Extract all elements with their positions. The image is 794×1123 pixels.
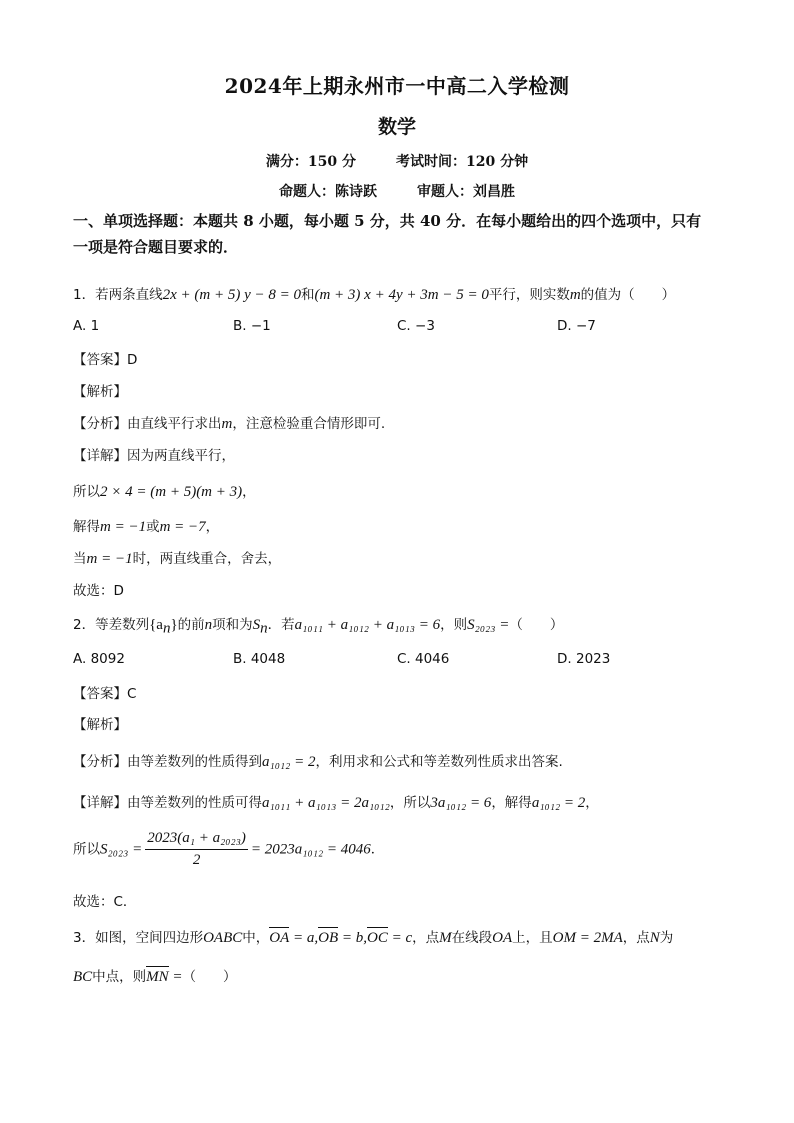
question-2-stem: 2．等差数列$\{a_n\}$的前n项和为$S_n$．若a₁₀₁₁ + a₁₀₁₂ + a₁₀₁₃ = 6，则S₂₀₂₃ =（ ） (73, 617, 564, 637)
q1-fenxi: 【分析】由直线平行求出m，注意检验重合情形即可. (73, 416, 386, 432)
q1-option-d: D. −7 (557, 318, 596, 334)
q2-option-c: C. 4046 (397, 651, 450, 667)
question-3-stem-line2: BC中点，则MN =（ ） (73, 969, 237, 985)
question-1-stem: 1．若两条直线2x + (m + 5) y − 8 = 0和(m + 3) x + 4y + 3m − 5 = 0平行，则实数m的值为（ ） (73, 287, 676, 303)
q1-option-c: C. −3 (397, 318, 435, 334)
q1-step-1: 所以2 × 4 = (m + 5)(m + 3)， (73, 484, 256, 500)
q1-option-a: A. 1 (73, 318, 100, 334)
q2-choice: 故选：C． (73, 894, 137, 910)
q2-step: 所以S₂₀₂₃ = $\frac{\text{2023(a₁ + a₂₀₂₃)}}{2}$ = 2023a₁₀₁₂ = 4046． (73, 830, 385, 868)
vector-oc: OC (367, 930, 388, 946)
q2-analysis-tag: 【解析】 (73, 717, 127, 733)
subject-title: 数学 (377, 116, 416, 138)
time-label: 考试时间：120 分钟 (396, 154, 529, 170)
q2-xiangjie: 【详解】由等差数列的性质可得a₁₀₁₁ + a₁₀₁₃ = 2a₁₀₁₂，所以3a₁₀₁₂ = 6，解得a₁₀₁₂ = 2， (73, 795, 599, 811)
exam-meta-authors (0, 181, 794, 201)
vector-oa: OA (269, 930, 290, 946)
q1-step-3: 当m = −1时，两直线重合，舍去， (73, 551, 282, 567)
vector-ob: OB (318, 930, 339, 946)
q1-answer: 【答案】D (73, 352, 138, 368)
q1-step-2: 解得m = −1或m = −7， (73, 519, 220, 535)
section-heading-line1: 一、单项选择题：本题共 8 小题，每小题 5 分，共 40 分．在每小题给出的四个选项中，只有 (73, 212, 702, 230)
q2-option-d: D. 2023 (557, 651, 611, 667)
q1-option-b: B. −1 (233, 318, 271, 334)
reviewer-label: 审题人：刘昌胜 (417, 184, 515, 200)
page-title: 2024年上期永州市一中高二入学检测 (224, 74, 570, 98)
q2-fraction: $\frac{\text{2023(a₁ + a₂₀₂₃)}}{2}$ (147, 830, 246, 868)
q2-answer: 【答案】C (73, 686, 137, 702)
question-3-stem-line1: 3．如图，空间四边形OABC中，OA = a,OB = b,OC = c，点M在线段OA上，且OM = 2MA，点N为 (73, 930, 674, 946)
q1-xiangjie: 【详解】因为两直线平行， (73, 448, 235, 464)
author-label: 命题人：陈诗跃 (279, 184, 377, 200)
score-label: 满分：150 分 (265, 154, 356, 170)
q1-line1-equation: 2x + (m + 5) y − 8 = 0 (162, 287, 301, 303)
q2-condition: a₁₀₁₁ + a₁₀₁₂ + a₁₀₁₃ = 6 (294, 617, 441, 633)
q2-fenxi: 【分析】由等差数列的性质得到a₁₀₁₂ = 2，利用求和公式和等差数列性质求出答案. (73, 754, 563, 770)
vector-mn: MN (146, 969, 169, 985)
section-heading (73, 208, 723, 260)
q2-option-a: A. 8092 (73, 651, 125, 667)
q1-line2-equation: (m + 3) x + 4y + 3m − 5 = 0 (314, 287, 489, 303)
exam-meta-score-time (0, 151, 794, 171)
q1-choice: 故选：D (73, 583, 124, 599)
q1-analysis-tag: 【解析】 (73, 384, 127, 400)
section-heading-line2: 一项是符合题目要求的． (73, 238, 239, 256)
q2-option-b: B. 4048 (233, 651, 286, 667)
